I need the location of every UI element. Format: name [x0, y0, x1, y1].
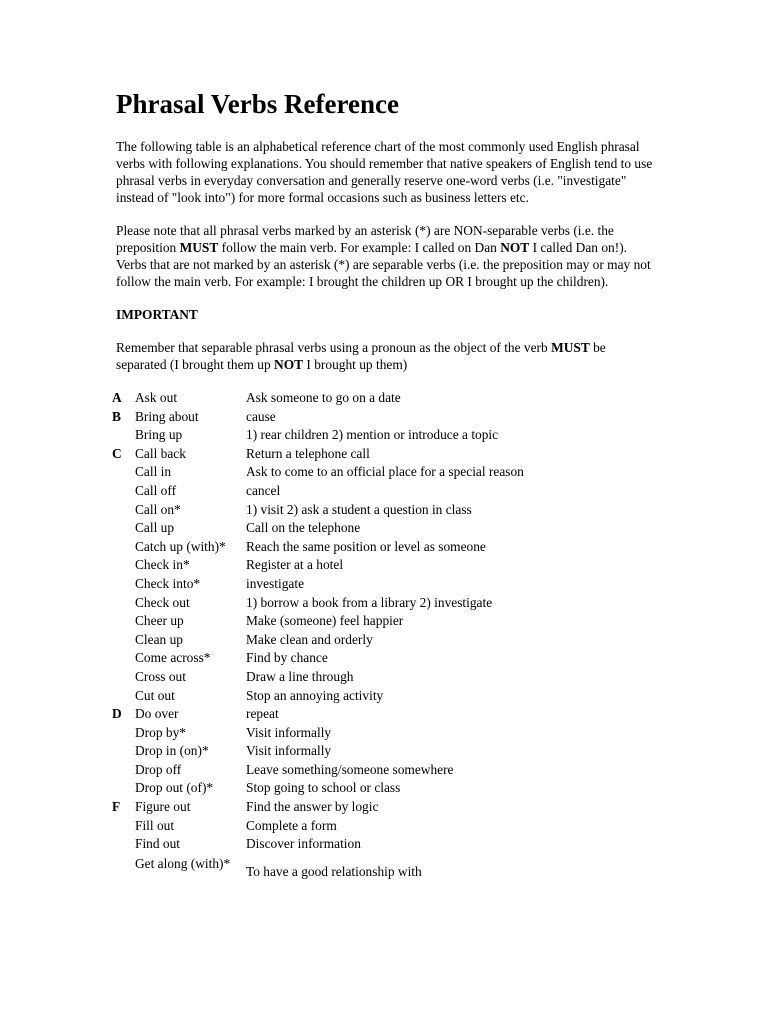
verb-meaning: Visit informally [246, 724, 332, 740]
phrasal-verb: Drop in (on)* [135, 743, 209, 759]
phrasal-verb: Cheer up [135, 613, 184, 629]
table-row [116, 538, 656, 557]
table-row [116, 742, 656, 761]
phrasal-verb: Ask out [135, 390, 178, 405]
document-page [112, 86, 656, 892]
important-paragraph [116, 339, 656, 373]
verb-meaning: Complete a form [246, 817, 337, 833]
table-row [116, 594, 656, 613]
phrasal-verb: Check out [135, 594, 190, 610]
verb-meaning: Leave something/someone somewhere [246, 761, 454, 777]
phrasal-verb: Cross out [135, 668, 186, 684]
important-text: be separated (I brought them up [116, 340, 606, 372]
table-row [116, 463, 656, 482]
table-row [116, 426, 656, 445]
intro-paragraph: The following table is an alphabetical reference chart of the most commonly used English phrasal verbs with following explanations. You should remember that native speakers of English tend to use phrasal verbs in everyday conversation and generally reserve one-word verbs (i.e. "investigate" instead of "look into") for more formal occasions such as business letters etc. [116, 139, 653, 205]
table-row [112, 389, 656, 408]
table-row [112, 705, 656, 724]
note-emphasis-must: MUST [179, 240, 219, 255]
table-row [116, 779, 656, 798]
phrasal-verb: Drop by* [135, 724, 186, 740]
phrasal-verb: Drop out (of)* [135, 780, 214, 796]
table-row [116, 724, 656, 743]
phrasal-verb: Come across* [135, 650, 211, 666]
important-text: Remember that separable phrasal verbs using a pronoun as the object of the verb [116, 340, 552, 355]
table-row [116, 649, 656, 668]
important-text: I brought up them) [303, 357, 408, 372]
table-row [112, 445, 656, 464]
verb-meaning: Draw a line through [246, 668, 354, 684]
page-title: Phrasal Verbs Reference [116, 89, 399, 119]
verb-meaning: Find the answer by logic [246, 799, 379, 815]
phrasal-verb: Catch up (with)* [135, 538, 226, 554]
table-row [116, 835, 656, 854]
phrasal-verb: Bring about [135, 408, 199, 424]
phrasal-verb: Call in [135, 464, 172, 480]
index-letter: A [112, 390, 122, 405]
verb-meaning: Find by chance [246, 650, 328, 666]
index-letter: B [112, 408, 121, 424]
verb-meaning: Reach the same position or level as someone [246, 538, 486, 554]
table-row [116, 761, 656, 780]
table-row [116, 687, 656, 706]
table-row [116, 854, 656, 892]
table-row [116, 501, 656, 520]
verb-meaning: cancel [246, 482, 281, 498]
phrasal-verb: Do over [135, 706, 179, 722]
note-emphasis-not: NOT [500, 240, 530, 255]
phrasal-verb-table [112, 389, 656, 892]
verb-meaning: Make clean and orderly [246, 631, 373, 647]
table-row [112, 798, 656, 817]
phrasal-verb: Cut out [135, 687, 175, 703]
verb-meaning: Stop an annoying activity [246, 687, 384, 703]
phrasal-verb: Call on* [135, 501, 181, 517]
table-row [112, 408, 656, 427]
phrasal-verb: Check into* [135, 575, 201, 591]
phrasal-verb: Clean up [135, 631, 183, 647]
verb-meaning: Stop going to school or class [246, 780, 401, 796]
verb-meaning: Register at a hotel [246, 557, 344, 573]
note-text: I called Dan on!). Verbs that are not marked by an asterisk (*) are separable verbs (i.e. the preposition may or may not follow the main verb. For example: I brought the children up OR I brought up the children). [116, 240, 651, 289]
table-row [116, 482, 656, 501]
important-emphasis-must: MUST [551, 340, 590, 355]
phrasal-verb: Call up [135, 520, 175, 536]
phrasal-verb: Figure out [135, 799, 191, 815]
verb-meaning: 1) visit 2) ask a student a question in class [246, 501, 472, 517]
index-letter: C [112, 445, 122, 461]
verb-meaning: Return a telephone call [246, 445, 370, 461]
table-row [116, 817, 656, 836]
verb-meaning: To have a good relationship with [246, 863, 422, 879]
phrasal-verb: Fill out [135, 817, 175, 833]
important-heading: IMPORTANT [116, 307, 198, 322]
index-letter: D [112, 706, 122, 722]
index-letter: F [112, 799, 121, 815]
verb-meaning: investigate [246, 575, 305, 591]
table-row [116, 631, 656, 650]
verb-meaning: Discover information [246, 836, 361, 852]
verb-meaning: Call on the telephone [246, 520, 361, 536]
phrasal-verb: Call off [135, 482, 177, 498]
table-row [116, 519, 656, 538]
note-text: follow the main verb. For example: I called on Dan [218, 240, 501, 255]
verb-meaning: Make (someone) feel happier [246, 613, 404, 629]
phrasal-verb: Check in* [135, 557, 190, 573]
verb-meaning: Ask someone to go on a date [246, 390, 401, 405]
table-row [116, 612, 656, 631]
phrasal-verb: Bring up [135, 427, 183, 443]
verb-meaning: Ask to come to an official place for a special reason [246, 464, 524, 480]
table-row [116, 575, 656, 594]
phrasal-verb: Find out [135, 836, 181, 852]
verb-meaning: 1) borrow a book from a library 2) investigate [246, 594, 493, 610]
note-text: Please note that all phrasal verbs marked by an asterisk (*) are NON-separable verbs (i.e. the preposition [116, 223, 614, 255]
important-emphasis-not: NOT [274, 357, 304, 372]
phrasal-verb: Call back [135, 445, 186, 461]
verb-meaning: cause [246, 408, 276, 424]
phrasal-verb: Drop off [135, 761, 182, 777]
table-row [116, 556, 656, 575]
verb-meaning: Visit informally [246, 743, 332, 759]
verb-meaning: 1) rear children 2) mention or introduce a topic [246, 427, 499, 443]
phrasal-verb: Get along (with)* [135, 855, 231, 871]
verb-meaning: repeat [246, 706, 279, 722]
asterisk-note-paragraph [116, 222, 656, 290]
table-row [116, 668, 656, 687]
